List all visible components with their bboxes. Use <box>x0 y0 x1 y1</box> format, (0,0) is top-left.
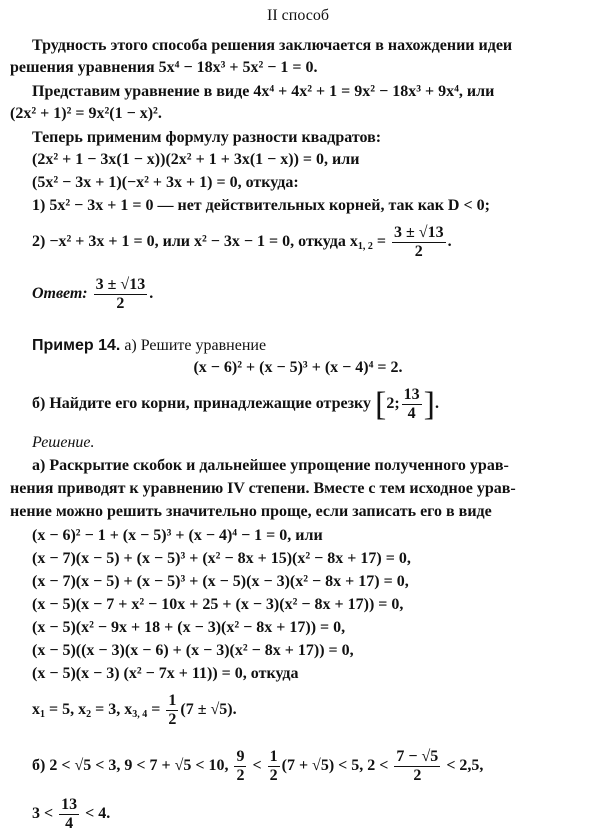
paragraph-line: Трудность этого способа решения заключается в нахождении идеи <box>32 37 513 54</box>
roots-text: 2) −x² + 3x + 1 = 0, или x² − 3x − 1 = 0, откуда <box>32 233 350 251</box>
roots-end: . <box>447 233 452 251</box>
formula-line-roots <box>32 224 452 261</box>
result-text: (7 ± √5). <box>180 701 237 719</box>
formula-line: (x − 5)(x − 7 + x² − 10x + 25 + (x − 3)(x² − 8x + 17)) = 0, <box>32 596 404 613</box>
fraction-denominator: 2 <box>236 767 245 784</box>
fraction-denominator: 2 <box>116 295 125 312</box>
paragraph-line: решения уравнения 5x⁴ − 18x³ + 5x² − 1 = 0. <box>10 59 318 76</box>
fraction-numerator: 13 <box>61 796 78 813</box>
answer-label: Ответ: <box>32 285 88 303</box>
paragraph-line: (2x² + 1)² = 9x²(1 − x)². <box>10 105 162 122</box>
formula-line: (x − 5)(x − 3) (x² − 7x + 11)) = 0, откуда <box>32 665 299 682</box>
fraction-denominator: 2 <box>414 243 423 260</box>
roots-eq: = <box>372 233 391 251</box>
fraction-numerator: 1 <box>269 748 278 765</box>
roots-fraction <box>392 224 446 261</box>
paragraph-line: нения приводят к уравнению IV степени. Вместе с тем исходное урав- <box>10 480 516 497</box>
example-line <box>32 336 266 356</box>
inequality-fraction <box>268 748 280 785</box>
result-fraction <box>166 692 178 729</box>
formula-line: (x − 6)² − 1 + (x − 5)³ + (x − 4)⁴ − 1 = 0, или <box>32 527 323 544</box>
example-title: Пример 14. <box>32 337 121 354</box>
result-sub: 3, 4 <box>132 709 148 721</box>
formula-line: (2x² + 1 − 3x(1 − x))(2x² + 1 + 3x(1 − x)) = 0, или <box>32 151 360 168</box>
section-heading: II способ <box>267 7 329 24</box>
example-equation: (x − 6)² + (x − 5)³ + (x − 4)⁴ = 2. <box>193 359 403 376</box>
paragraph-line: а) Раскрытие скобок и дальнейшее упрощение полученного урав- <box>32 457 509 474</box>
part-b-solution-line <box>32 748 483 785</box>
fraction-numerator: 1 <box>168 692 177 709</box>
result-var: x <box>32 701 40 719</box>
result-text: = 5, x <box>45 701 87 719</box>
part-b-text: б) Найдите его корни, принадлежащие отрезку <box>32 395 375 413</box>
result-sub: 2 <box>86 709 92 721</box>
final-inequality-line <box>32 796 110 833</box>
inequality-fraction <box>59 796 79 833</box>
fraction-numerator: 13 <box>403 386 420 403</box>
inequality-fraction <box>394 748 440 785</box>
answer-line <box>32 276 153 313</box>
inequality-fraction <box>234 748 246 785</box>
formula-line: (5x² − 3x + 1)(−x² + 3x + 1) = 0, откуда: <box>32 174 299 191</box>
segment-fraction <box>402 386 422 423</box>
roots-sub: 1, 2 <box>357 241 373 253</box>
formula-line: (x − 5)(x² − 9x + 18 + (x − 3)(x² − 8x + 17)) = 0, <box>32 619 346 636</box>
paragraph-line: Представим уравнение в виде 4x⁴ + 4x² + 1 = 9x² − 18x³ + 9x⁴, или <box>32 83 495 100</box>
example-part-b <box>32 386 439 423</box>
fraction-denominator: 4 <box>407 405 416 422</box>
paragraph-line: нение можно решить значительно проще, если записать его в виде <box>10 503 492 520</box>
roots-result-line <box>32 692 237 729</box>
fraction-numerator: 7 − √5 <box>396 748 439 765</box>
inequality-text: (7 + √5) < 5, 2 < <box>281 757 393 775</box>
part-b-end: . <box>434 395 439 413</box>
paragraph-line: Теперь применим формулу разности квадратов: <box>32 129 382 146</box>
roots-var: x <box>349 233 358 251</box>
formula-line: (x − 5)((x − 3)(x − 6) + (x − 3)(x² − 8x + 17)) = 0, <box>32 642 354 659</box>
fraction-numerator: 3 ± √13 <box>394 224 444 241</box>
formula-line: 1) 5x² − 3x + 1 = 0 — нет действительных корней, так как D < 0; <box>32 197 490 214</box>
fraction-denominator: 2 <box>269 767 278 784</box>
example-part-a: а) Решите уравнение <box>120 337 267 354</box>
solution-label: Решение. <box>32 434 95 451</box>
result-sub: 1 <box>40 709 45 721</box>
fraction-denominator: 2 <box>168 711 177 728</box>
answer-fraction <box>94 276 148 313</box>
inequality-text: < <box>248 757 266 775</box>
fraction-numerator: 3 ± √13 <box>95 276 146 293</box>
fraction-denominator: 4 <box>65 815 74 832</box>
fraction-denominator: 2 <box>413 767 422 784</box>
result-text: = 3, x <box>91 701 133 719</box>
fraction-numerator: 9 <box>236 748 245 765</box>
answer-end: . <box>149 285 154 303</box>
segment-right-bracket: ] <box>423 385 435 423</box>
inequality-text: 3 < <box>32 805 58 823</box>
formula-line: (x − 7)(x − 5) + (x − 5)³ + (x − 5)(x − 3)(x² − 8x + 17) = 0, <box>32 573 409 590</box>
inequality-text: < 4. <box>81 805 111 823</box>
segment-start: 2; <box>386 395 400 413</box>
segment-left-bracket: [ <box>375 385 387 423</box>
result-text: = <box>147 701 165 719</box>
inequality-text: < 2,5, <box>442 757 484 775</box>
formula-line: (x − 7)(x − 5) + (x − 5)³ + (x² − 8x + 15)(x² − 8x + 17) = 0, <box>32 550 411 567</box>
inequality-text: б) 2 < √5 < 3, 9 < 7 + √5 < 10, <box>32 757 233 775</box>
